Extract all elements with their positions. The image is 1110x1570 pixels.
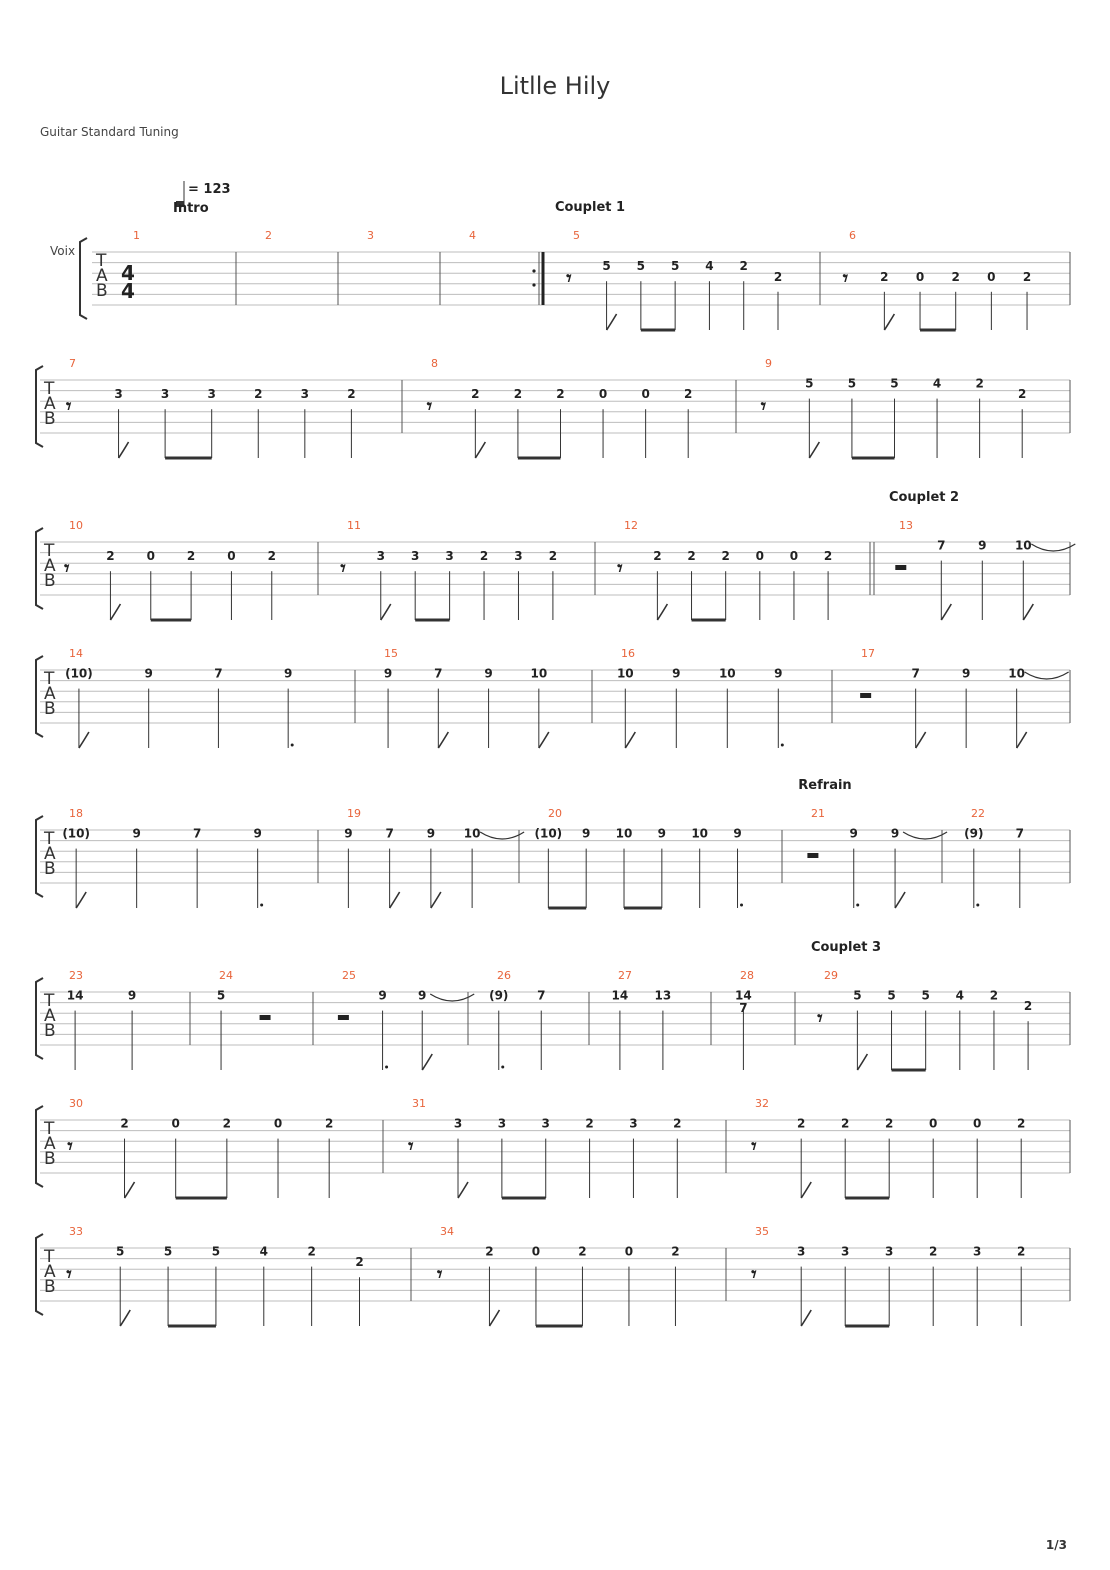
fret-number: 0: [987, 269, 996, 284]
tempo-marking: = 123: [188, 182, 231, 197]
half-rest: [807, 853, 818, 858]
tie-arc: [480, 832, 524, 839]
fret-number: 2: [254, 387, 263, 402]
fret-number: 2: [653, 549, 662, 564]
fret-number: 7: [434, 666, 443, 681]
fret-number: 4: [705, 259, 714, 274]
fret-number: 14: [735, 988, 752, 1003]
note-flag: [390, 892, 400, 908]
fret-number: 9: [978, 538, 987, 553]
fret-number: 2: [1017, 1244, 1026, 1259]
fret-number: 7: [537, 988, 546, 1003]
fret-number: 3: [411, 549, 420, 564]
fret-number: 9: [344, 826, 353, 841]
fret-number: 2: [186, 549, 196, 564]
half-rest: [338, 1015, 349, 1020]
note-flag: [422, 1054, 432, 1070]
section-label: Refrain: [798, 778, 852, 793]
dot: [260, 904, 263, 907]
measure-number: 26: [497, 969, 511, 982]
fret-number: 4: [259, 1244, 268, 1259]
tab-clef-letter: A: [44, 844, 56, 864]
measure-number: 28: [740, 969, 754, 982]
note-flag: [916, 732, 926, 748]
fret-number: 9: [672, 666, 681, 681]
measure-number: 8: [431, 357, 438, 370]
fret-number: 14: [66, 988, 84, 1003]
fret-number: 0: [531, 1244, 541, 1259]
fret-number: 3: [973, 1244, 982, 1259]
fret-number: 9: [890, 826, 900, 841]
eighth-rest: 𝄾: [751, 1134, 757, 1158]
fret-number: 5: [116, 1244, 125, 1259]
tie-arc: [903, 832, 947, 839]
fret-number: 2: [513, 387, 523, 402]
fret-number: 3: [841, 1244, 850, 1259]
fret-number: 3: [497, 1116, 507, 1131]
fret-number: 10: [463, 826, 481, 841]
fret-number: 13: [654, 988, 672, 1003]
dot: [385, 1066, 388, 1069]
tab-clef-letter: T: [96, 251, 107, 271]
fret-number: 3: [629, 1116, 638, 1131]
system-bracket: [36, 816, 43, 897]
note-flag: [79, 732, 89, 748]
system-bracket: [80, 238, 87, 319]
fret-number: 2: [1018, 387, 1027, 402]
time-signature-top: 4: [121, 261, 135, 285]
repeat-dot: [532, 269, 535, 272]
fret-number: 2: [347, 387, 356, 402]
fret-number: 2: [989, 988, 999, 1003]
fret-number: 2: [673, 1116, 682, 1131]
measure-number: 4: [469, 229, 476, 242]
tab-clef-letter: A: [44, 1006, 56, 1026]
tab-clef-letter: B: [44, 409, 56, 429]
system-bracket: [36, 1234, 43, 1315]
fret-number: 9: [144, 666, 153, 681]
fret-number: 0: [146, 549, 155, 564]
tab-clef-letter: B: [44, 1021, 56, 1041]
fret-number: 5: [636, 259, 646, 274]
note-flag: [438, 732, 448, 748]
measure-number: 14: [69, 647, 83, 660]
measure-number: 24: [219, 969, 233, 982]
note-flag: [489, 1310, 499, 1326]
page-number: 1/3: [1045, 1538, 1067, 1552]
section-label: Couplet 3: [810, 940, 882, 955]
tab-clef-letter: T: [44, 669, 55, 689]
eighth-rest: 𝄾: [67, 1134, 73, 1158]
fret-number: 9: [418, 988, 427, 1003]
tie-arc: [1025, 672, 1069, 679]
fret-number: 7: [385, 826, 394, 841]
section-label: Intro: [173, 201, 209, 216]
fret-number: 2: [739, 259, 748, 274]
fret-number: 2: [684, 387, 693, 402]
section-label: Couplet 1: [554, 200, 626, 215]
fret-number: 2: [671, 1244, 680, 1259]
fret-number: 3: [797, 1244, 806, 1259]
measure-number: 10: [69, 519, 83, 532]
tab-clef-letter: T: [44, 1119, 55, 1139]
system-bracket: [36, 366, 43, 447]
measure-number: 5: [573, 229, 580, 242]
fret-number: 0: [929, 1116, 938, 1131]
fret-number: 7: [911, 666, 920, 681]
fret-number: 2: [687, 549, 696, 564]
fret-number: 3: [376, 549, 385, 564]
fret-number: 5: [670, 259, 680, 274]
tab-clef-letter: B: [44, 859, 56, 879]
note-flag: [801, 1310, 811, 1326]
fret-number: 10: [691, 826, 709, 841]
section-label: Couplet 2: [888, 490, 960, 505]
fret-number: 3: [453, 1116, 463, 1131]
fret-number: 10: [530, 666, 548, 681]
tab-clef-letter: A: [44, 556, 56, 576]
fret-number: (9): [964, 826, 984, 841]
fret-number: 9: [383, 666, 393, 681]
eighth-rest: 𝄾: [817, 1006, 823, 1030]
fret-number: 2: [585, 1116, 594, 1131]
fret-number: 0: [624, 1244, 634, 1259]
note-flag: [941, 604, 951, 620]
fret-number: 0: [641, 387, 650, 402]
eighth-rest: 𝄾: [64, 556, 70, 580]
measure-number: 21: [811, 807, 825, 820]
tab-clef-letter: A: [44, 684, 56, 704]
system-bracket: [36, 528, 43, 609]
fret-number: 0: [755, 549, 764, 564]
fret-number: 3: [300, 387, 310, 402]
note-flag: [895, 892, 905, 908]
measure-number: 3: [367, 229, 374, 242]
note-flag: [381, 604, 391, 620]
eighth-rest: 𝄾: [842, 266, 849, 290]
fret-number: 9: [253, 826, 262, 841]
fret-number: 7: [214, 666, 223, 681]
measure-number: 9: [765, 357, 772, 370]
note-flag: [809, 442, 819, 458]
fret-number: 3: [114, 387, 123, 402]
fret-number: 7: [1015, 826, 1024, 841]
measure-number: 1: [133, 229, 140, 242]
eighth-rest: 𝄾: [436, 1262, 443, 1286]
eighth-rest: 𝄾: [66, 1262, 72, 1286]
fret-number: 2: [1017, 1116, 1026, 1131]
dot: [291, 744, 294, 747]
fret-number: 5: [805, 376, 814, 391]
note-flag: [801, 1182, 811, 1198]
fret-number: 2: [823, 549, 833, 564]
fret-number: 2: [929, 1244, 938, 1259]
fret-number: 5: [163, 1244, 173, 1259]
fret-number: 5: [211, 1244, 221, 1259]
fret-number: 14: [611, 988, 629, 1003]
fret-number: 5: [887, 988, 896, 1003]
fret-number: 9: [582, 826, 591, 841]
dot: [856, 904, 859, 907]
fret-number: 9: [426, 826, 436, 841]
measure-number: 12: [624, 519, 638, 532]
fret-number: (10): [534, 826, 563, 841]
fret-number: 0: [789, 549, 799, 564]
note-flag: [657, 604, 667, 620]
fret-number: 2: [951, 269, 960, 284]
eighth-rest: 𝄾: [426, 394, 433, 418]
fret-number: 5: [890, 376, 899, 391]
half-rest: [860, 693, 871, 698]
measure-number: 20: [548, 807, 562, 820]
score-title: Litlle Hily: [499, 72, 611, 100]
eighth-rest: 𝄾: [340, 556, 346, 580]
note-flag: [125, 1182, 135, 1198]
measure-number: 33: [69, 1225, 83, 1238]
fret-number: 5: [847, 376, 857, 391]
tab-clef-letter: T: [44, 379, 55, 399]
fret-number: (10): [62, 826, 90, 841]
fret-number: (10): [65, 666, 93, 681]
fret-number: 7: [739, 1001, 748, 1016]
measure-number: 27: [618, 969, 632, 982]
measure-number: 7: [69, 357, 76, 370]
fret-number: 9: [849, 826, 858, 841]
measure-number: 32: [755, 1097, 769, 1110]
fret-number: 9: [961, 666, 971, 681]
eighth-rest: 𝄾: [617, 556, 623, 580]
measure-number: 13: [899, 519, 913, 532]
fret-number: 10: [616, 666, 634, 681]
fret-number: 2: [106, 549, 115, 564]
fret-number: 3: [514, 549, 523, 564]
fret-number: 2: [1022, 269, 1032, 284]
dot: [740, 904, 743, 907]
note-flag: [119, 442, 129, 458]
half-rest: [260, 1015, 271, 1020]
fret-number: 2: [578, 1244, 587, 1259]
eighth-rest: 𝄾: [566, 266, 572, 290]
fret-number: 4: [932, 376, 942, 391]
tab-clef-letter: B: [96, 281, 108, 301]
note-flag: [475, 442, 485, 458]
fret-number: 5: [921, 988, 930, 1003]
fret-number: 9: [283, 666, 293, 681]
note-flag: [458, 1182, 468, 1198]
fret-number: 5: [853, 988, 862, 1003]
fret-number: 2: [222, 1116, 232, 1131]
note-flag: [539, 732, 549, 748]
fret-number: 4: [955, 988, 964, 1003]
measure-number: 34: [440, 1225, 454, 1238]
fret-number: 0: [273, 1116, 283, 1131]
fret-number: 3: [445, 549, 454, 564]
fret-number: 3: [541, 1116, 550, 1131]
fret-number: 10: [1008, 666, 1026, 681]
fret-number: 2: [885, 1116, 894, 1131]
fret-number: 10: [718, 666, 736, 681]
fret-number: 7: [192, 826, 202, 841]
fret-number: 2: [355, 1255, 364, 1270]
fret-number: 0: [973, 1116, 982, 1131]
measure-number: 2: [265, 229, 272, 242]
note-flag: [607, 314, 617, 330]
measure-number: 35: [755, 1225, 769, 1238]
dot: [976, 904, 979, 907]
half-rest: [895, 565, 906, 570]
fret-number: (9): [489, 988, 509, 1003]
measure-number: 19: [347, 807, 361, 820]
fret-number: 0: [915, 269, 925, 284]
fret-number: 2: [797, 1116, 806, 1131]
system-bracket: [36, 1106, 43, 1187]
fret-number: 2: [975, 376, 984, 391]
fret-number: 9: [774, 666, 783, 681]
fret-number: 2: [120, 1116, 129, 1131]
fret-number: 2: [479, 549, 489, 564]
measure-number: 31: [412, 1097, 426, 1110]
fret-number: 9: [733, 826, 742, 841]
fret-number: 2: [556, 387, 565, 402]
measure-number: 22: [971, 807, 985, 820]
fret-number: 2: [267, 549, 276, 564]
measure-number: 23: [69, 969, 83, 982]
fret-number: 0: [598, 387, 608, 402]
measure-number: 15: [384, 647, 398, 660]
fret-number: 9: [127, 988, 137, 1003]
note-flag: [110, 604, 120, 620]
eighth-rest: 𝄾: [751, 1262, 757, 1286]
fret-number: 3: [160, 387, 170, 402]
fret-number: 9: [378, 988, 387, 1003]
tab-clef-letter: A: [44, 1262, 56, 1282]
fret-number: 9: [132, 826, 141, 841]
note-flag: [120, 1310, 130, 1326]
measure-number: 17: [861, 647, 875, 660]
dot: [501, 1066, 504, 1069]
fret-number: 3: [885, 1244, 894, 1259]
measure-number: 30: [69, 1097, 83, 1110]
eighth-rest: 𝄾: [760, 394, 767, 418]
fret-number: 10: [1014, 538, 1032, 553]
measure-number: 16: [621, 647, 635, 660]
eighth-rest: 𝄾: [408, 1134, 414, 1158]
fret-number: 2: [880, 269, 889, 284]
tab-clef-letter: T: [44, 829, 55, 849]
fret-number: 7: [937, 538, 946, 553]
fret-number: 3: [207, 387, 216, 402]
fret-number: 0: [171, 1116, 180, 1131]
fret-number: 5: [216, 988, 226, 1003]
fret-number: 2: [471, 387, 480, 402]
tab-clef-letter: T: [44, 991, 55, 1011]
dot: [781, 744, 784, 747]
fret-number: 0: [227, 549, 236, 564]
fret-number: 5: [602, 259, 611, 274]
repeat-dot: [532, 283, 535, 286]
tie-arc: [1031, 544, 1075, 551]
note-flag: [625, 732, 635, 748]
measure-number: 29: [824, 969, 838, 982]
eighth-rest: 𝄾: [65, 394, 72, 418]
fret-number: 9: [657, 826, 667, 841]
note-flag: [431, 892, 441, 908]
fret-number: 2: [773, 269, 783, 284]
measure-number: 18: [69, 807, 83, 820]
tab-clef-letter: B: [44, 1277, 56, 1297]
instrument-name: Voix: [50, 244, 76, 258]
tab-clef-letter: A: [44, 1134, 56, 1154]
note-flag: [76, 892, 86, 908]
measure-number: 6: [849, 229, 856, 242]
tab-clef-letter: T: [44, 541, 55, 561]
tab-clef-letter: T: [44, 1247, 55, 1267]
note-flag: [884, 314, 894, 330]
fret-number: 10: [615, 826, 633, 841]
fret-number: 2: [1023, 999, 1033, 1014]
measure-number: 11: [347, 519, 361, 532]
tab-clef-letter: A: [96, 266, 108, 286]
fret-number: 2: [485, 1244, 494, 1259]
measure-number: 25: [342, 969, 356, 982]
fret-number: 2: [841, 1116, 850, 1131]
fret-number: 2: [307, 1244, 316, 1259]
tab-clef-letter: B: [44, 1149, 56, 1169]
note-flag: [857, 1054, 867, 1070]
note-flag: [1023, 604, 1033, 620]
fret-number: 2: [325, 1116, 334, 1131]
time-signature-bottom: 4: [121, 279, 135, 303]
fret-number: 2: [721, 549, 730, 564]
note-flag: [1017, 732, 1027, 748]
fret-number: 9: [484, 666, 493, 681]
tab-clef-letter: A: [44, 394, 56, 414]
tab-clef-letter: B: [44, 699, 56, 719]
system-bracket: [36, 978, 43, 1059]
system-bracket: [36, 656, 43, 737]
tuning-label: Guitar Standard Tuning: [40, 125, 179, 139]
fret-number: 2: [548, 549, 558, 564]
tab-clef-letter: B: [44, 571, 56, 591]
